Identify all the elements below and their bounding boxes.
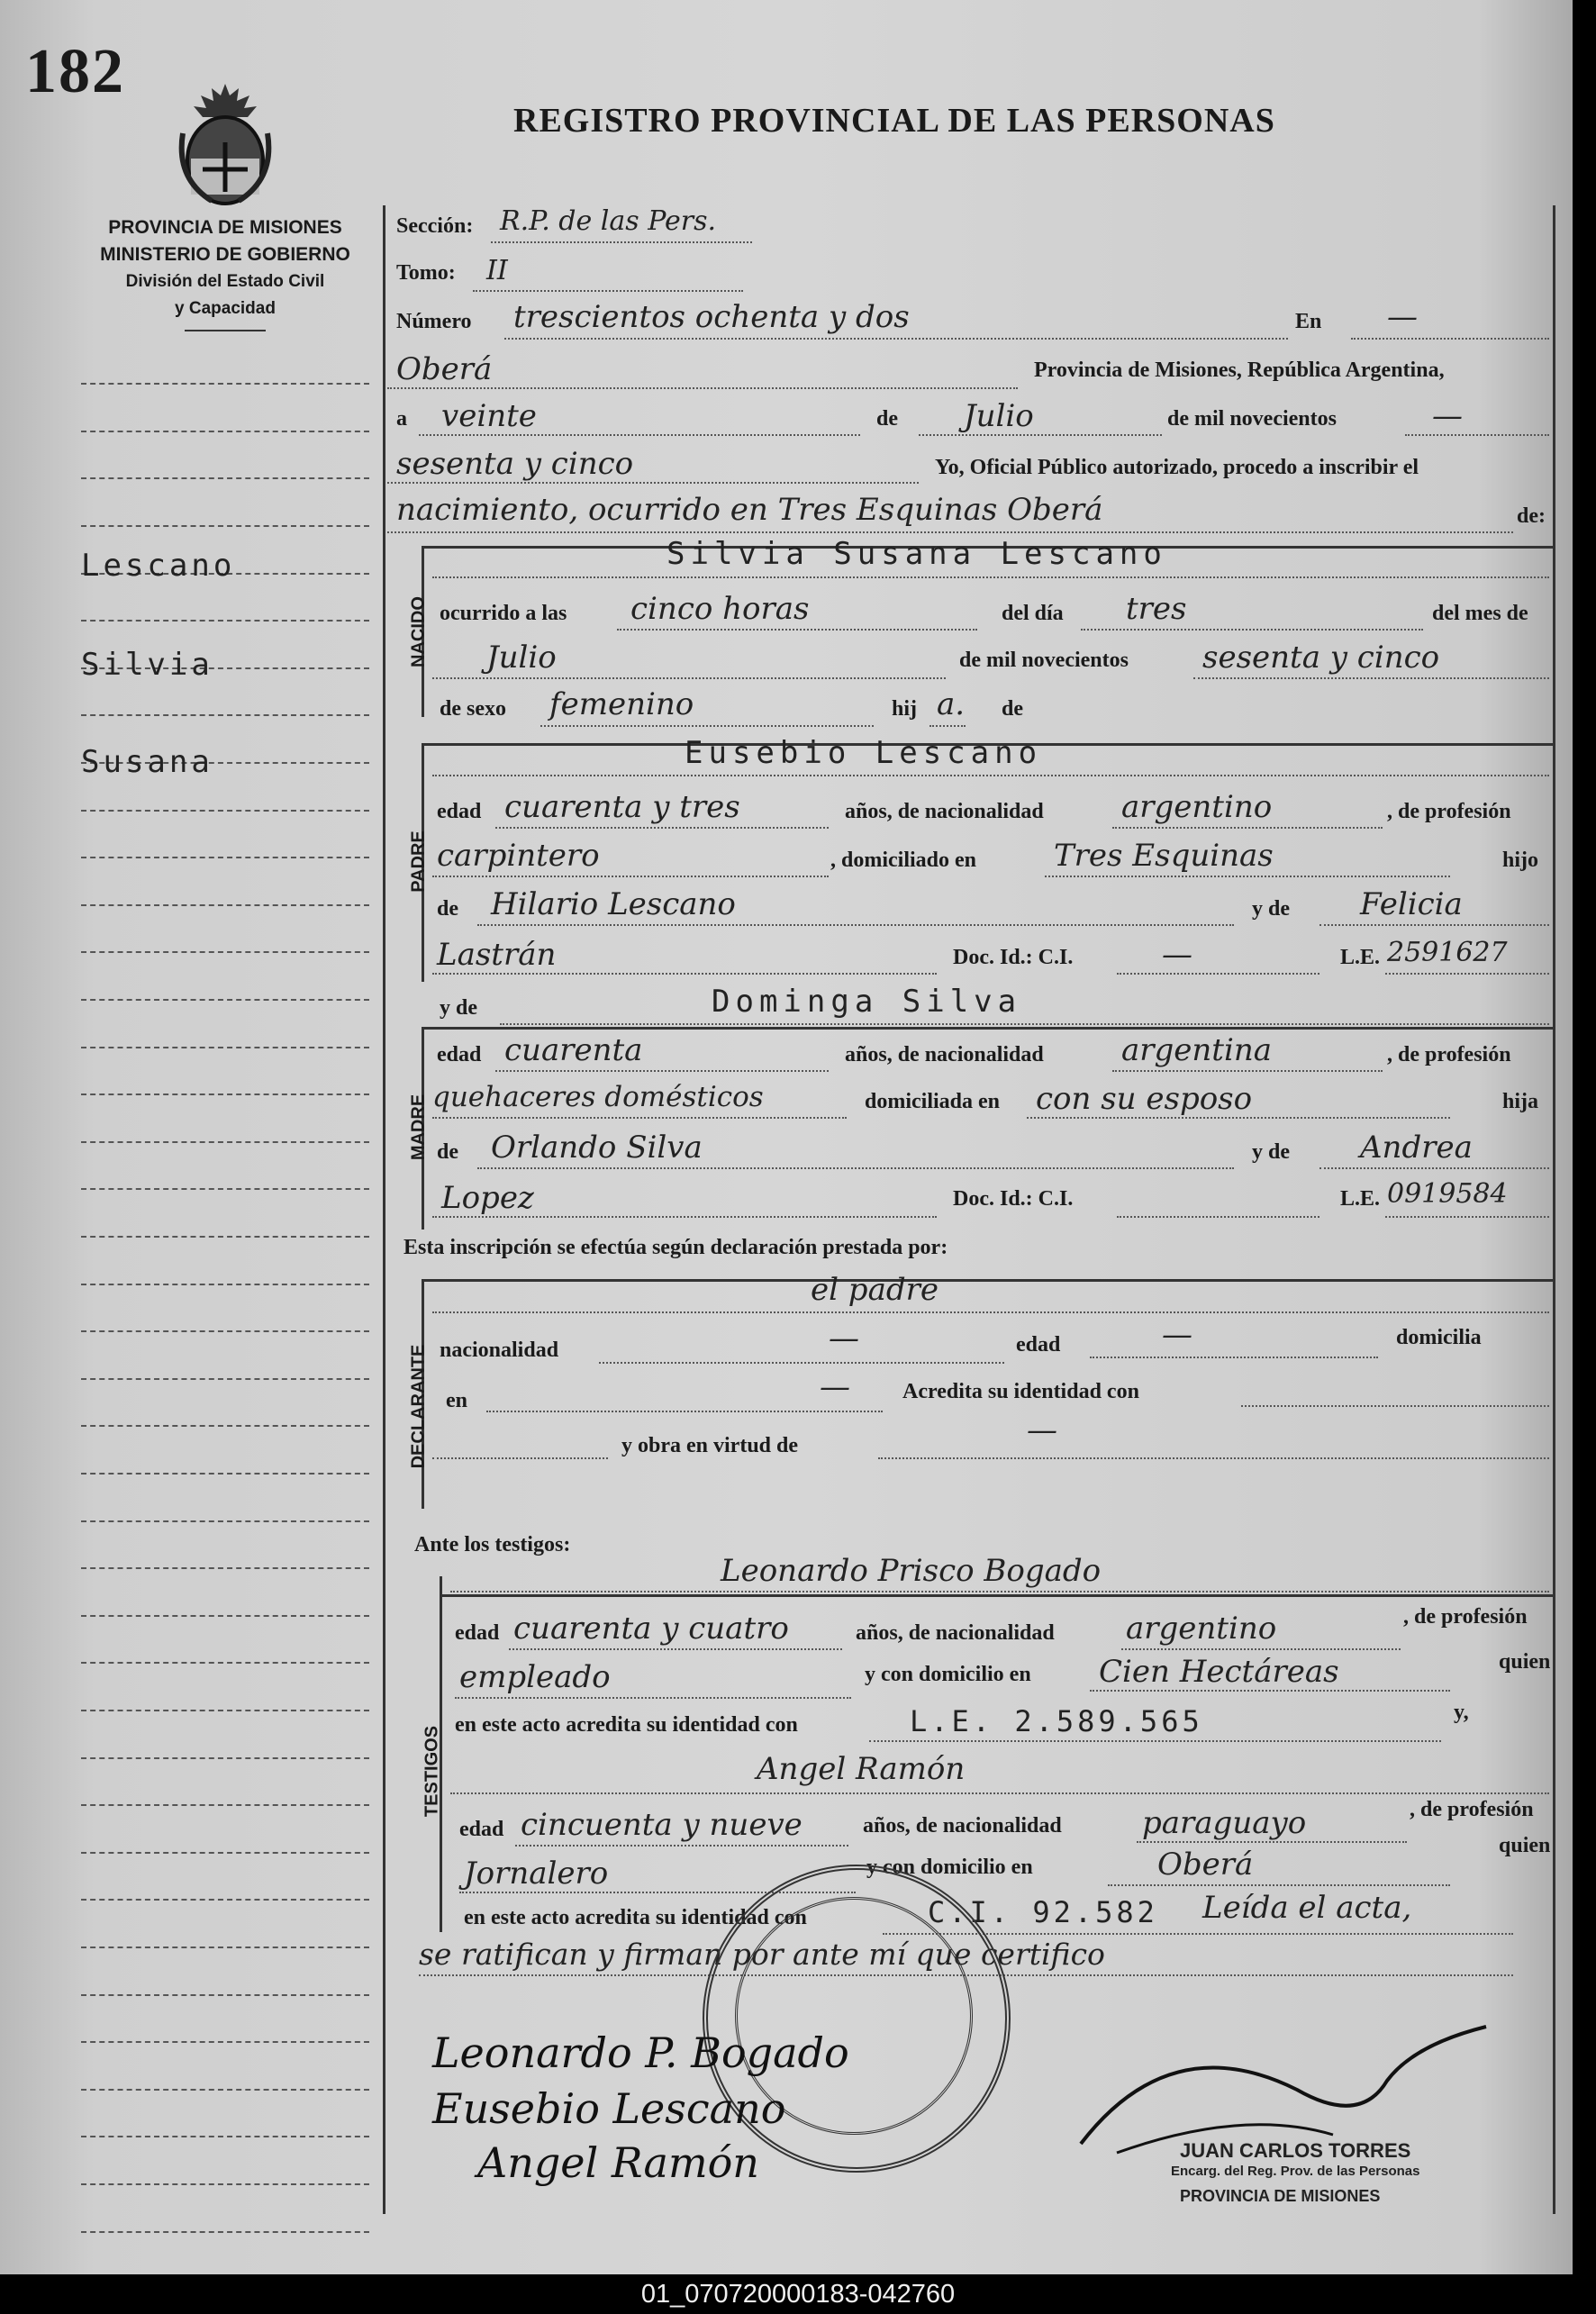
label-del-dia: del día: [1002, 602, 1064, 625]
margin-line: [81, 525, 369, 527]
value-t1-prof: empleado: [459, 1659, 611, 1695]
label-numero: Número: [396, 310, 472, 333]
margin-line: [81, 431, 369, 432]
section-top-declarante: [422, 1279, 1553, 1282]
label-en: En: [1295, 310, 1322, 333]
field-line: [1027, 1117, 1450, 1119]
label-padre-doc: Doc. Id.: C.I.: [953, 946, 1074, 969]
margin-note-surname: Lescano: [81, 548, 236, 584]
value-t1-edad: cuarenta y cuatro: [513, 1611, 789, 1647]
margin-line: [81, 810, 369, 812]
field-line: [432, 973, 937, 975]
field-line: [495, 1070, 829, 1072]
coat-of-arms-icon: [176, 79, 275, 205]
field-line: [387, 531, 1513, 533]
label-padre-yde: y de: [1252, 897, 1290, 921]
field-line: [1405, 434, 1549, 436]
label-madre-nac: años, de nacionalidad: [845, 1043, 1044, 1066]
margin-line: [81, 2041, 369, 2043]
label-madre-yde: y de: [440, 996, 477, 1020]
label-madre-edad: edad: [437, 1043, 482, 1066]
label-madre-hija: hija: [1502, 1090, 1539, 1113]
value-t2-edad: cincuenta y nueve: [521, 1807, 803, 1843]
label-t2-nac: años, de nacionalidad: [863, 1814, 1062, 1838]
signature-padre: Eusebio Lescano: [432, 2084, 786, 2133]
field-line: [1319, 924, 1549, 926]
field-line: [1090, 1357, 1378, 1358]
field-line: [504, 338, 1288, 340]
value-mes: Julio: [964, 398, 1034, 434]
margin-line: [81, 951, 369, 953]
value-madre-hija-de: Orlando Silva: [491, 1130, 703, 1166]
field-line: [432, 1216, 937, 1218]
field-line: [1108, 1884, 1450, 1886]
field-line: [432, 775, 1549, 776]
form-right-border: [1553, 205, 1555, 2214]
label-padre-prof: , de profesión: [1387, 800, 1511, 823]
label-hij: hij: [892, 697, 918, 721]
label-t2-prof: , de profesión: [1410, 1798, 1534, 1821]
label-t2-edad: edad: [459, 1818, 504, 1841]
value-testigo1: Leonardo Prisco Bogado: [721, 1553, 1102, 1589]
field-line: [540, 725, 874, 727]
value-en: —: [1387, 299, 1418, 335]
label-mil-nov-nac: de mil novecientos: [959, 649, 1129, 672]
margin-line: [81, 1852, 369, 1854]
value-t2-prof: Jornalero: [464, 1856, 609, 1892]
value-decl-edad: —: [1162, 1317, 1192, 1353]
margin-line: [81, 477, 369, 479]
value-decl-en: —: [820, 1369, 850, 1405]
field-line: [1112, 1070, 1383, 1072]
margin-line: [81, 2231, 369, 2233]
margin-line: [81, 1093, 369, 1095]
label-padre-de: de: [437, 897, 458, 921]
value-padre-edad: cuarenta y tres: [504, 789, 740, 825]
value-t1-nac: argentino: [1126, 1611, 1277, 1647]
field-line: [1385, 973, 1549, 975]
value-mil-nov: —: [1432, 398, 1463, 434]
field-line: [1121, 1648, 1401, 1650]
value-ratifican: se ratifican y firman por ante mí que certifico: [419, 1937, 1105, 1972]
label-tomo: Tomo:: [396, 261, 456, 285]
field-line: [878, 1457, 1549, 1459]
section-top-madre: [422, 1027, 1553, 1030]
margin-line: [81, 1378, 369, 1380]
label-yo-oficial: Yo, Oficial Público autorizado, procedo a inscribir el: [935, 456, 1419, 479]
value-madre-madre2: Lopez: [441, 1180, 534, 1216]
label-seccion: Sección:: [396, 214, 474, 238]
label-t1-y: y,: [1454, 1701, 1469, 1724]
margin-note-name: Silvia: [81, 647, 213, 683]
field-line: [432, 1117, 847, 1119]
label-decl-acredita: Acredita su identidad con: [902, 1380, 1139, 1403]
side-label-madre: MADRE: [408, 1093, 429, 1161]
value-hij: a.: [937, 686, 966, 722]
value-lugar: Oberá: [396, 351, 493, 387]
value-decl-nac: —: [829, 1320, 859, 1357]
margin-line: [81, 857, 369, 858]
field-line: [515, 1845, 848, 1847]
label-a: a: [396, 407, 407, 431]
header-capacity: y Capacidad: [175, 299, 276, 318]
value-t1-dom: Cien Hectáreas: [1099, 1654, 1339, 1690]
stamp-name: JUAN CARLOS TORRES: [1180, 2139, 1411, 2162]
margin-line: [81, 1236, 369, 1238]
value-madre-dom: con su esposo: [1036, 1081, 1253, 1117]
field-line: [1117, 973, 1319, 975]
label-madre-doc: Doc. Id.: C.I.: [953, 1187, 1074, 1211]
margin-line: [81, 714, 369, 716]
field-line: [491, 241, 752, 243]
value-decl-obra: —: [1027, 1412, 1057, 1448]
field-line: [1137, 1841, 1407, 1843]
field-line: [599, 1362, 1004, 1364]
value-a: veinte: [441, 398, 537, 434]
label-de: de: [876, 407, 898, 431]
value-testigo2: Angel Ramón: [757, 1751, 966, 1787]
field-line: [869, 1740, 1441, 1742]
value-anio: sesenta y cinco: [396, 446, 634, 482]
field-line: [450, 1792, 1549, 1794]
label-madre-yde2: y de: [1252, 1140, 1290, 1164]
label-provincia: Provincia de Misiones, República Argentina,: [1034, 358, 1445, 382]
label-sexo: de sexo: [440, 697, 506, 721]
label-padre-hijo: hijo: [1502, 848, 1539, 872]
field-line: [477, 1167, 1234, 1169]
label-madre-dom: domiciliada en: [865, 1090, 1001, 1113]
value-dia: tres: [1126, 591, 1187, 627]
value-hora: cinco horas: [630, 591, 810, 627]
label-t1-dom: y con domicilio en: [865, 1663, 1031, 1686]
side-label-testigos: TESTIGOS: [422, 1725, 442, 1818]
label-mil-novecientos: de mil novecientos: [1167, 407, 1337, 431]
section-top-testigos: [440, 1594, 1553, 1597]
margin-line: [81, 1425, 369, 1427]
label-padre-dom: , domiciliado en: [830, 848, 977, 872]
margin-line: [81, 904, 369, 906]
field-line: [486, 1411, 883, 1412]
signature-testigo1: Leonardo P. Bogado: [432, 2028, 849, 2077]
field-line: [387, 482, 919, 484]
value-t2-doc: C.I. 92.582: [928, 1895, 1158, 1929]
margin-line: [81, 2136, 369, 2137]
field-line: [432, 677, 946, 679]
signature-testigo2: Angel Ramón: [477, 2138, 759, 2187]
field-line: [432, 1311, 1549, 1313]
field-line: [617, 629, 977, 631]
label-padre-le: L.E.: [1340, 946, 1381, 969]
field-line: [509, 1648, 842, 1650]
margin-line: [81, 1662, 369, 1664]
side-label-padre: PADRE: [408, 830, 429, 893]
label-t1-acredita: en este acto acredita su identidad con: [455, 1713, 798, 1737]
margin-note-second-name: Susana: [81, 744, 213, 780]
field-line: [919, 434, 1162, 436]
label-t2-quien: quien: [1499, 1834, 1551, 1857]
label-decl-domicilia: domicilia: [1396, 1326, 1482, 1349]
label-ocurrido: ocurrido a las: [440, 602, 567, 625]
label-t1-quien: quien: [1499, 1650, 1551, 1674]
stamp-place: PROVINCIA DE MISIONES: [1180, 2187, 1381, 2205]
field-line: [387, 387, 1018, 389]
side-label-nacido: NACIDO: [408, 596, 429, 667]
margin-line: [81, 1567, 369, 1569]
field-line: [477, 924, 1234, 926]
margin-line: [81, 1520, 369, 1522]
field-line: [495, 827, 829, 829]
image-caption: 01_070720000183-042760: [640, 2280, 956, 2309]
label-ante-testigos: Ante los testigos:: [414, 1533, 571, 1556]
value-leida: Leída el acta,: [1202, 1890, 1412, 1926]
label-del-mes: del mes de: [1432, 602, 1528, 625]
margin-line: [81, 620, 369, 622]
margin-line: [81, 1615, 369, 1617]
value-nombre: Silvia Susana Lescano: [667, 536, 1167, 572]
page-number: 182: [25, 37, 125, 106]
margin-line: [81, 1946, 369, 1948]
value-t2-dom: Oberá: [1157, 1847, 1254, 1883]
field-line: [1081, 629, 1423, 631]
field-line: [1045, 876, 1450, 877]
value-madre-madre: Andrea: [1360, 1130, 1473, 1166]
value-padre-nombre: Eusebio Lescano: [685, 735, 1043, 771]
value-madre-le: 0919584: [1387, 1178, 1508, 1210]
margin-line: [81, 383, 369, 385]
label-padre-nac: años, de nacionalidad: [845, 800, 1044, 823]
margin-line: [81, 1804, 369, 1806]
margin-line: [81, 999, 369, 1001]
label-de-colon: de:: [1517, 504, 1546, 528]
margin-line: [81, 2183, 369, 2185]
header-ministry: MINISTERIO DE GOBIERNO: [100, 244, 350, 265]
value-padre-madre: Felicia: [1360, 886, 1463, 922]
form-left-border: [383, 205, 385, 2214]
side-label-declarante: DECLARANTE: [408, 1344, 429, 1469]
header-underline: [185, 330, 266, 331]
field-line: [1193, 677, 1549, 679]
label-decl-en: en: [446, 1389, 467, 1412]
label-padre-edad: edad: [437, 800, 482, 823]
value-madre-edad: cuarenta: [504, 1032, 643, 1068]
header-division: División del Estado Civil: [125, 272, 325, 291]
value-declarante: el padre: [811, 1272, 939, 1308]
field-line: [455, 1697, 851, 1699]
margin-line: [81, 1330, 369, 1332]
value-anio-nac: sesenta y cinco: [1202, 640, 1440, 676]
value-t1-doc: L.E. 2.589.565: [910, 1704, 1203, 1738]
field-line: [500, 1023, 1549, 1025]
margin-line: [81, 1757, 369, 1759]
value-padre-prof: carpintero: [437, 838, 600, 874]
value-seccion: R.P. de las Pers.: [500, 205, 717, 237]
label-decl-nac: nacionalidad: [440, 1338, 559, 1362]
value-t2-nac: paraguayo: [1142, 1805, 1307, 1841]
value-madre-nac: argentina: [1121, 1032, 1273, 1068]
value-padre-le: 2591627: [1387, 937, 1508, 968]
label-t2-dom: y con domicilio en: [866, 1856, 1033, 1879]
stamp-role: Encarg. del Reg. Prov. de las Personas: [1171, 2164, 1420, 2179]
field-line: [929, 725, 966, 727]
margin-line: [81, 1994, 369, 1996]
margin-line: [81, 1473, 369, 1475]
label-t1-nac: años, de nacionalidad: [856, 1621, 1055, 1645]
label-t1-prof: , de profesión: [1403, 1605, 1528, 1629]
field-line: [1319, 1167, 1549, 1169]
margin-line: [81, 2089, 369, 2091]
margin-line: [81, 1141, 369, 1143]
field-line: [432, 876, 829, 877]
field-line: [419, 434, 860, 436]
field-line: [432, 576, 1549, 578]
value-madre-prof: quehaceres domésticos: [432, 1081, 764, 1113]
field-line: [1090, 1690, 1450, 1692]
value-tomo: II: [486, 255, 508, 286]
label-decl-obra: y obra en virtud de: [621, 1434, 799, 1457]
label-inscripcion: Esta inscripción se efectúa según declaración prestada por:: [404, 1236, 948, 1259]
value-numero: trescientos ochenta y dos: [513, 299, 910, 335]
value-sexo: femenino: [549, 686, 694, 722]
value-padre-hijo-de: Hilario Lescano: [491, 886, 736, 922]
field-line: [1117, 1216, 1319, 1218]
field-line: [1112, 827, 1383, 829]
label-decl-edad: edad: [1016, 1333, 1061, 1357]
margin-line: [81, 1710, 369, 1711]
margin-line: [81, 1284, 369, 1285]
margin-line: [81, 1188, 369, 1190]
value-padre-ci: —: [1162, 937, 1192, 973]
header-province: PROVINCIA DE MISIONES: [108, 217, 342, 238]
label-madre-de: de: [437, 1140, 458, 1164]
field-line: [1385, 1216, 1549, 1218]
value-mes-nac: Julio: [486, 640, 557, 676]
field-line: [450, 1591, 1549, 1593]
field-line: [1241, 1405, 1549, 1407]
margin-line: [81, 1899, 369, 1901]
field-line: [432, 1457, 608, 1459]
value-padre-dom: Tres Esquinas: [1054, 838, 1274, 874]
field-line: [1351, 338, 1549, 340]
label-madre-le: L.E.: [1340, 1187, 1381, 1211]
value-padre-madre2: Lastrán: [437, 937, 557, 973]
margin-line: [81, 1047, 369, 1048]
value-acto: nacimiento, ocurrido en Tres Esquinas Oberá: [396, 492, 1103, 528]
value-madre-nombre: Dominga Silva: [712, 984, 1022, 1020]
label-madre-prof: , de profesión: [1387, 1043, 1511, 1066]
field-line: [473, 290, 743, 292]
label-de-nacido: de: [1002, 697, 1023, 721]
document-title: REGISTRO PROVINCIAL DE LAS PERSONAS: [513, 102, 1275, 140]
value-padre-nac: argentino: [1121, 789, 1273, 825]
label-t2-acredita: en este acto acredita su identidad con: [464, 1906, 807, 1929]
label-t1-edad: edad: [455, 1621, 500, 1645]
